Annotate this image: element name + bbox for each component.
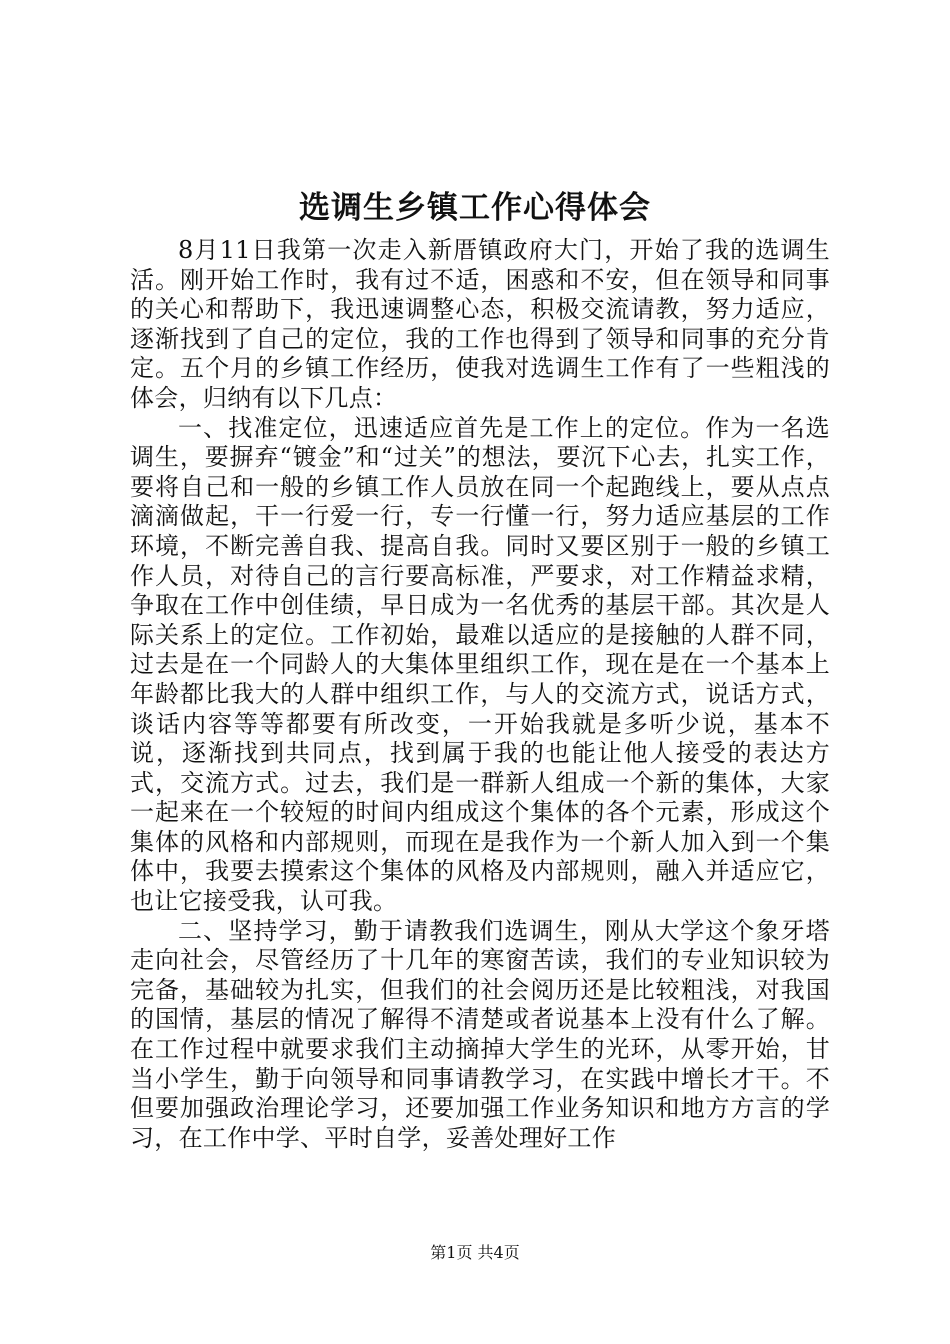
paragraph-section-one: 一、找准定位，迅速适应首先是工作上的定位。作为一名选调生，要摒弃“镀金”和“过关”的想法，要沉下心去，扎实工作，要将自己和一般的乡镇工作人员放在同一个起跑线上，要从点点滴滴做起，干一行爱一行，专一行懂一行，努力适应基层的工作环境，不断完善自我、提高自我。同时又要区别于一般的乡镇工作人员，对待自己的言行要高标准，严要求，对工作精益求精，争取在工作中创佳绩，早日成为一名优秀的基层干部。其次是人际关系上的定位。工作初始，最难以适应的是接触的人群不同，过去是在一个同龄人的大集体里组织工作，现在是在一个基本上年龄都比我大的人群中组织工作，与人的交流方式，说话方式，谈话内容等等都要有所改变，一开始我就是多听少说，基本不说，逐渐找到共同点，找到属于我的也能让他人接受的表达方式，交流方式。过去，我们是一群新人组成一个新的集体，大家一起来在一个较短的时间内组成这个集体的各个元素，形成这个集体的风格和内部规则，而现在是我作为一个新人加入到一个集体中，我要去摸索这个集体的风格及内部规则，融入并适应它，也让它接受我，认可我。 xyxy=(130,413,830,916)
page-number-footer: 第1页 共4页 xyxy=(430,1243,520,1262)
document-body xyxy=(130,236,830,1153)
document-title: 选调生乡镇工作心得体会 xyxy=(299,190,651,226)
paragraph-intro: 8月11日我第一次走入新厝镇政府大门，开始了我的选调生活。刚开始工作时，我有过不适，困惑和不安，但在领导和同事的关心和帮助下，我迅速调整心态，积极交流请教，努力适应，逐渐找到了自己的定位，我的工作也得到了领导和同事的充分肯定。五个月的乡镇工作经历，使我对选调生工作有了一些粗浅的体会，归纳有以下几点： xyxy=(130,236,830,412)
paragraph-section-two: 二、坚持学习，勤于请教我们选调生，刚从大学这个象牙塔走向社会，尽管经历了十几年的寒窗苦读，我们的专业知识较为完备，基础较为扎实，但我们的社会阅历还是比较粗浅，对我国的国情，基层的情况了解得不清楚或者说基本上没有什么了解。在工作过程中就要求我们主动摘掉大学生的光环，从零开始，甘当小学生，勤于向领导和同事请教学习，在实践中增长才干。不但要加强政治理论学习，还要加强工作业务知识和地方方言的学习，在工作中学、平时自学，妥善处理好工作 xyxy=(130,916,830,1152)
